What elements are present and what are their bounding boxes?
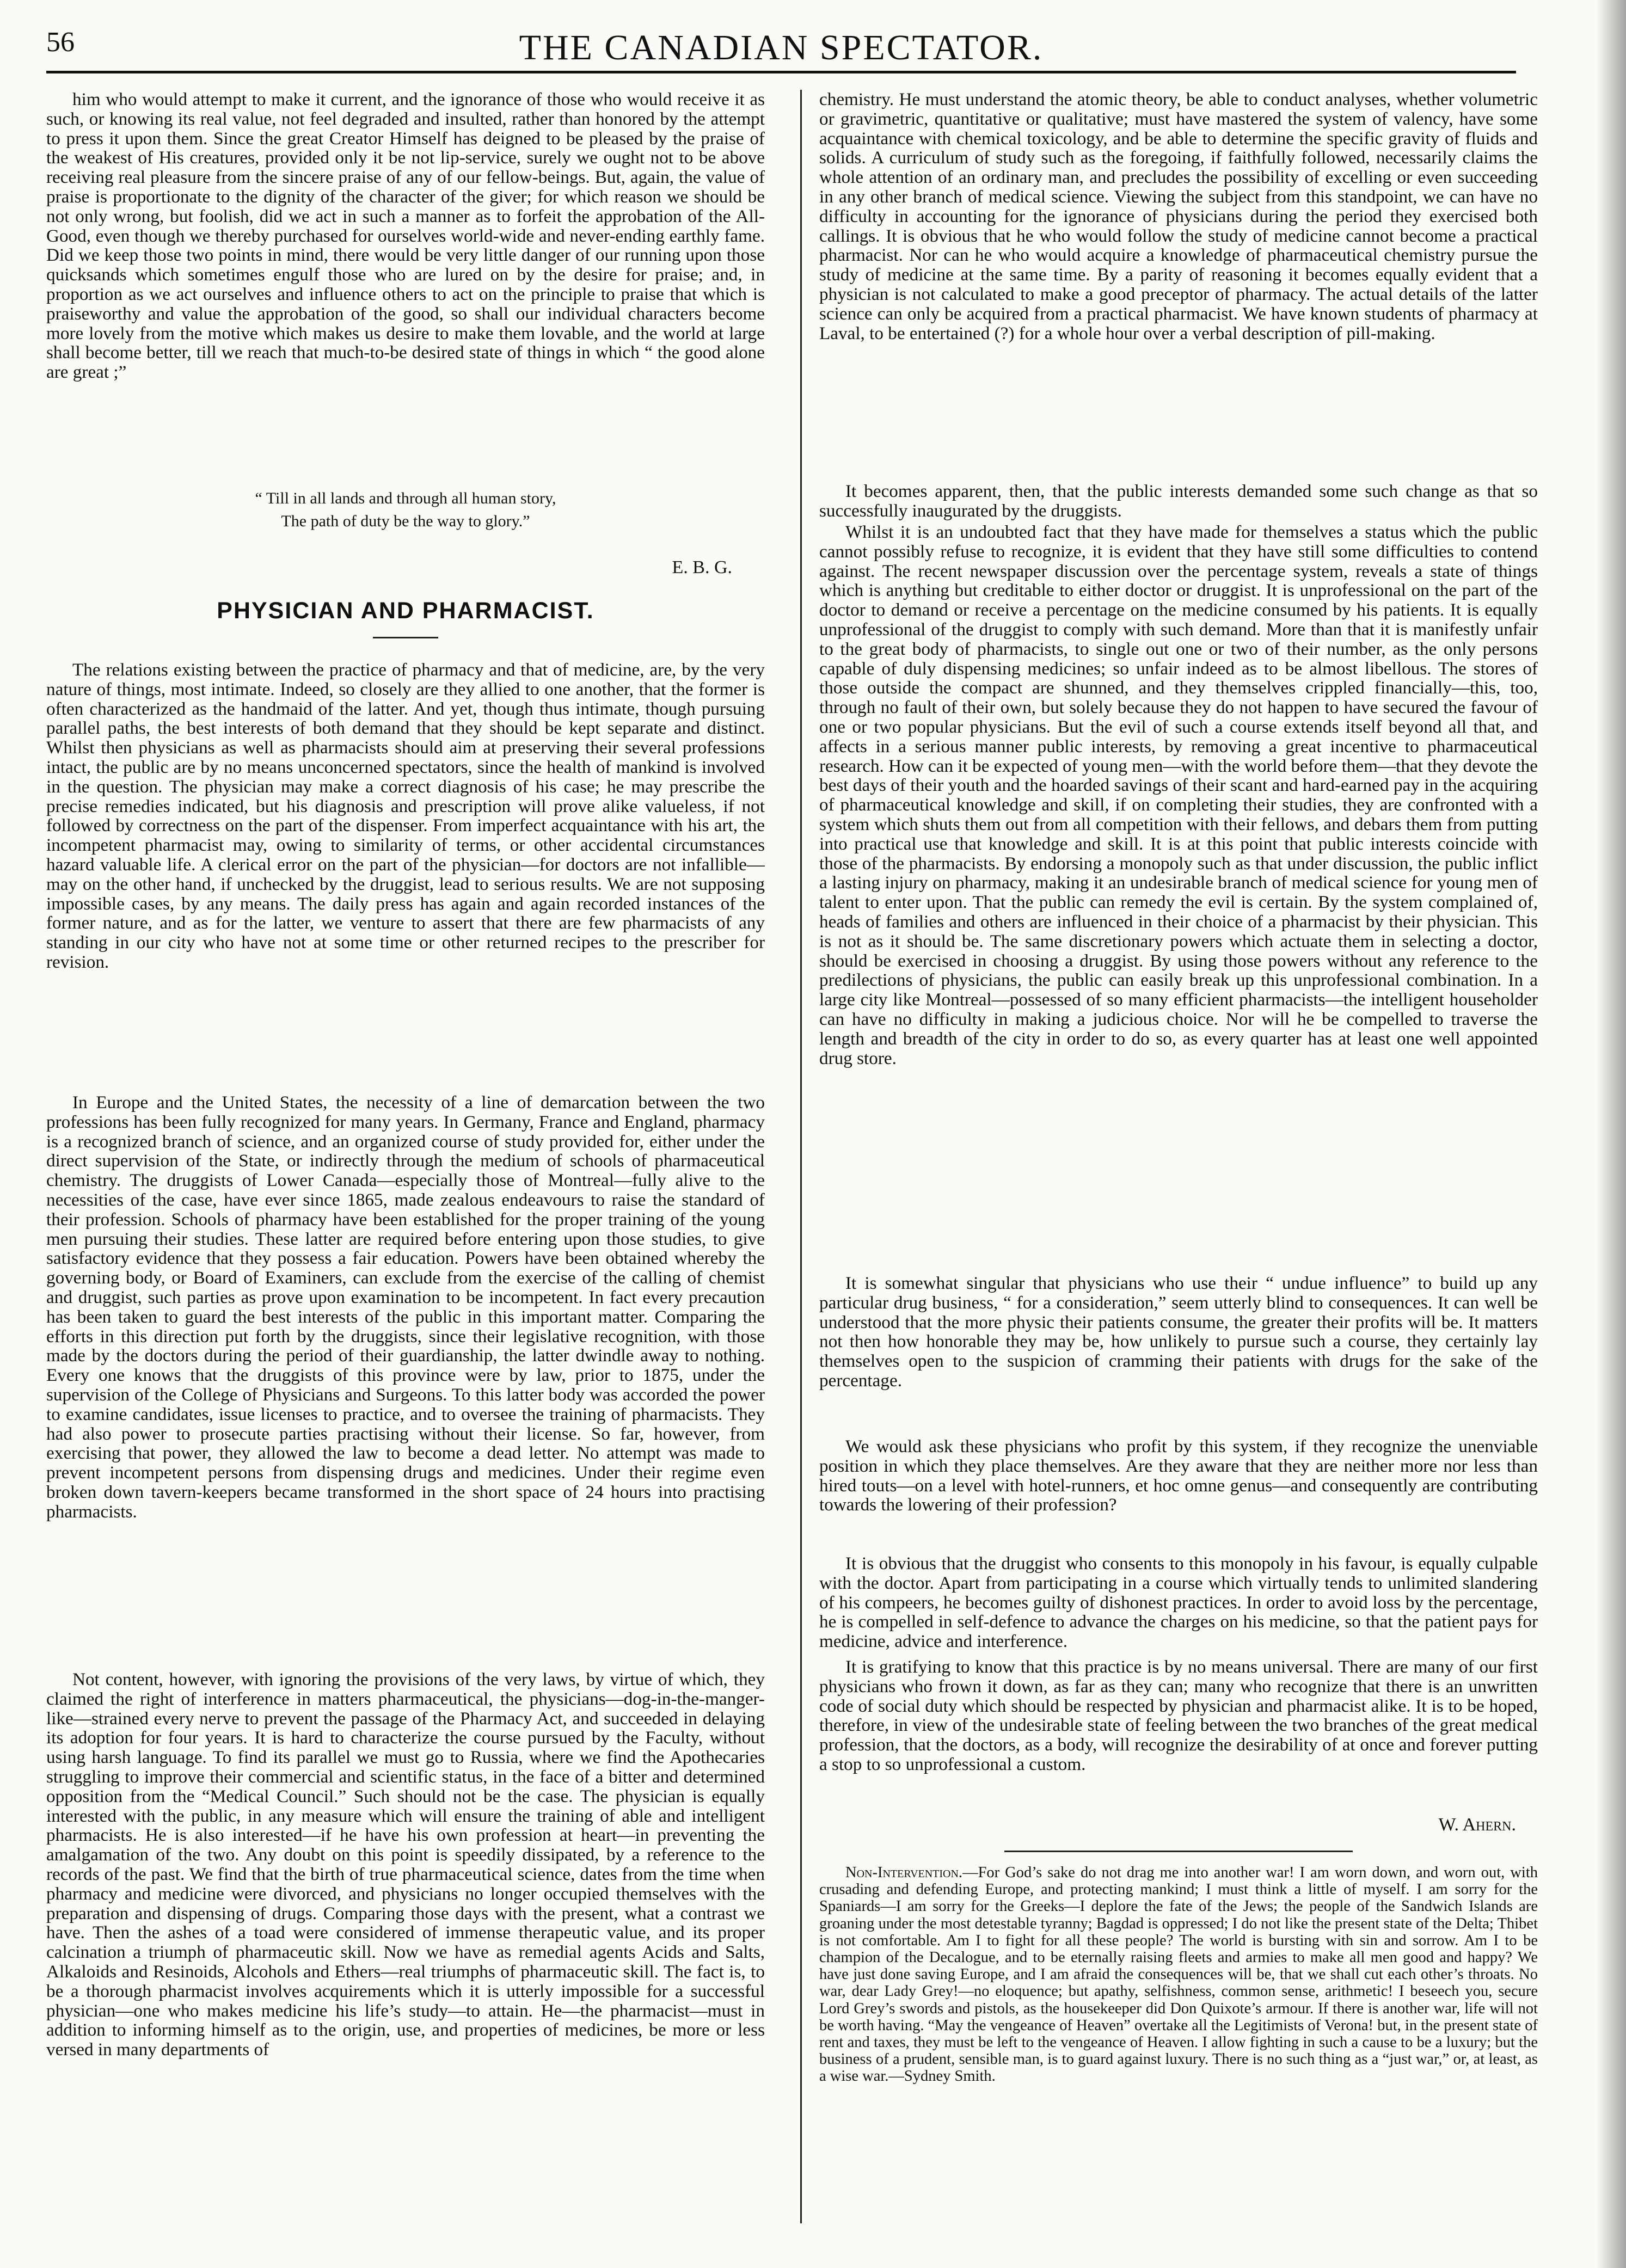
article-paragraph-7	[819, 1274, 1538, 1437]
article-paragraph-5	[819, 482, 1538, 523]
article-title: PHYSICIAN AND PHARMACIST.	[217, 598, 594, 624]
paragraph-text: In Europe and the United States, the necessity of a line of demarcation between the two professions has been fully recognized for many years. In Germany, France and England, pharmacy is a recognized branch of science, and an organized course of study provided for, either under the direct supervision of the State, or indirectly through the medium of schools of pharmaceutical chemistry. The druggists of Lower Canada—especially those of Montreal—fully alive to the necessities of the case, have ever since 1865, made zealous endeavours to raise the standard of their profession. Schools of pharmacy have been established for the proper training of the young men pursuing their studies. These latter are required before entering upon those studies, to give satisfactory evidence that they possess a fair education. Powers have been obtained whereby the governing body, or Board of Examiners, can exclude from the exercise of the calling of chemist and druggist, such parties as prove upon examination to be incompetent. In fact every precaution has been taken to guard the best interests of the public in this important matter. Comparing the efforts in this direction put forth by the druggists, since their legislative recognition, with those made by the doctors during the period of their guardianship, the latter dwindle away to nothing. Every one knows that the druggists of this province were by law, prior to 1875, under the supervision of the College of Physicians and Surgeons. To this latter body was accorded the power to examine candidates, issue licenses to practice, and to oversee the training of pharmacists. They had also power to prosecute parties practising without their license. So far, however, from exercising that power, they allowed the law to become a dead letter. No attempt was made to prevent incompetent persons from dispensing drugs and medicines. Under their regime even broken down tavern-keepers became transformed in the short space of 24 hours into practising pharmacists.	[46, 1093, 765, 1522]
article-paragraph-2	[46, 1093, 765, 1670]
page-number: 56	[46, 27, 75, 58]
essay-signature: E. B. G.	[672, 557, 732, 577]
section-rule	[1004, 1851, 1353, 1852]
paragraph-text: It is somewhat singular that physicians who use their “ undue influence” to build up any particular drug business, “ for a consideration,” seem utterly blind to consequences. It can well be understood that the more physic their patients consume, the greater their profits will be. It matters not then how honorable they may be, how unlikely to pursue such a course, they certainly lay themselves open to the suspicion of cramming their patients with drugs for the sake of the percentage.	[819, 1274, 1538, 1391]
article-paragraph-4	[819, 90, 1538, 482]
article-paragraph-6	[819, 523, 1538, 1274]
article-paragraph-8	[819, 1437, 1538, 1554]
article-signature: W. Ahern.	[1438, 1815, 1516, 1835]
paragraph-text: Whilst it is an undoubted fact that they have made for themselves a status which the public cannot possibly refuse to recognize, it is evident that they have still some difficulties to contend against. The recent newspaper discussion over the percentage system, reveals a state of things which is anything but creditable to either doctor or druggist. It is unprofessional on the part of the doctor to demand or receive a percentage on the medicine consumed by his patients. It is equally unprofessional of the druggist to comply with such demand. More than that it is manifestly unfair to the great body of pharmacists, to single out one or two of their number, as the only persons capable of duly dispensing medicines; so unfair indeed as to be almost libellous. The stores of those outside the compact are shunned, and they themselves crippled financially—this, too, through no fault of their own, but solely because they do not happen to have secured the favour of one or two popular physicians. But the evil of such a course extends itself beyond all that, and affects in a serious manner public interests, by removing a great incentive to pharmaceutical research. How can it be expected of young men—with the world before them—that they devote the best days of their youth and the hoarded savings of their scant and hard-earned pay in the acquiring of pharmaceutical knowledge and skill, if on completing their studies, they are confronted with a system which shuts them out from all competition with their fellows, and debars them from putting into practical use that knowledge and skill. It is at this point that public interests coincide with those of the pharmacists. By endorsing a monopoly such as that under discussion, the public inflict a lasting injury on pharmacy, making it an undesirable branch of medical science for young men of talent to enter upon. That the public can remedy the evil is certain. By the system complained of, heads of families and others are influenced in their choice of a pharmacist by their physician. This is not as it should be. The same discretionary powers which actuate them in selecting a doctor, should be exercised in choosing a druggist. By using those powers without any reference to the predilections of physicians, the public can easily break up this unprofessional combination. In a large city like Montreal—possessed of so many efficient pharmacists—the intelligent householder can have no difficulty in making a judicious choice. Nor will he be compelled to traverse the length and breadth of the city in order to do so, as every quarter has at least one well appointed drug store.	[819, 523, 1538, 1068]
column-divider	[800, 90, 802, 2223]
news-text: —For God’s sake do not drag me into another war! I am worn down, and worn out, with crusading and defending Europe, and protecting mankind; I must think a little of myself. I am sorry for the Spaniards—I am sorry for the Greeks—I deplore the fate of the Jews; the people of the Sandwich Islands are groaning under the most detestable tyranny; Bagdad is oppressed; I do not like the present state of the Delta; Thibet is not comfortable. Am I to fight for all these people? The world is bursting with sin and sorrow. Am I to be champion of the Decalogue, and to be eternally raising fleets and armies to make all men good and happy? We have just done saving Europe, and I am afraid the consequences will be, that we shall cut each other’s throats. No war, dear Lady Grey!—no eloquence; but apathy, selfishness, common sense, arithmetic! I beseech you, secure Lord Grey’s swords and pistols, as the housekeeper did Don Quixote’s armour. If there is another war, life will not be worth having. “May the vengeance of Heaven” overtake all the Legitimists of Verona! but, in the present state of rent and taxes, they must be left to the vengeance of Heaven. I allow fighting in such a cause to be a luxury; but the business of a prudent, sensible man, is to guard against luxury. There is no such thing as a “just war,” or, at least, as a wise war.—Sydney Smith.	[819, 1864, 1538, 2085]
news-heading: Non-Intervention.	[845, 1864, 963, 1881]
title-rule	[373, 637, 438, 638]
article-paragraph-10	[819, 1657, 1538, 1815]
paragraph-text: Not content, however, with ignoring the provisions of the very laws, by virtue of which, they claimed the right of interference in matters pharmaceutical, the physicians—dog-in-the-manger-like—strained every nerve to prevent the passage of the Pharmacy Act, and succeeded in delaying its adoption for four years. It is hard to characterize the course pursued by the Faculty, without using harsh language. To find its parallel we must go to Russia, where we find the Apothecaries struggling to improve their commercial and scientific status, in the face of a bitter and determined opposition from the “Medical Council.” Such should not be the case. The physician is equally interested with the public, in any measure which will ensure the training of able and intelligent pharmacists. He is also interested—if he have his own profession at heart—in preventing the amalgamation of the two. Any doubt on this point is speedily dissipated, by a reference to the records of the past. We find that the birth of true pharmaceutical science, dates from the time when pharmacy and medicine were divorced, and physicians no longer occupied themselves with the preparation and dispensing of drugs. Comparing those days with the present, what a contrast we have. Then the ashes of a toad were considered of immense therapeutic value, and its proper calcination a triumph of pharmaceutic skill. Now we have as remedial agents Acids and Salts, Alkaloids and Resinoids, Alcohols and Ethers—real triumphs of pharmaceutic skill. The fact is, to be a thorough pharmacist involves acquirements which it is utterly impossible for a successful physician—one who makes medicine his life’s study—to attain. He—the pharmacist—must in addition to informing himself as to the origin, use, and properties of medicines, be more or less versed in many departments of	[46, 1670, 765, 2060]
paragraph-text: It is gratifying to know that this practice is by no means universal. There are many of our first physicians who frown it down, as far as they can; many who recognize that there is an unwritten code of social duty which should be respected by physician and pharmacist alike. It is to be hoped, therefore, in view of the undesirable state of feeling between the two branches of the great medical profession, that the doctors, as a body, will recognize the desirability of at once and forever putting a stop to so unprofessional a custom.	[819, 1657, 1538, 1774]
essay-text: him who would attempt to make it current, and the ignorance of those who would receive it as such, or knowing its real value, not feel degraded and insulted, rather than honored by the attempt to press it upon them. Since the great Creator Himself has deigned to be pleased by the praise of the weakest of His creatures, provided only it be not lip-service, surely we ought not to be above receiving real pleasure from the sincere praise of any of our fellow-beings. But, again, the value of praise is proportionate to the dignity of the character of the giver; for which reason we should be not only wrong, but foolish, did we act in such a manner as to forfeit the approbation of the All-Good, even though we thereby purchased for ourselves world-wide and never-ending earthly fame. Did we keep those two points in mind, there would be very little danger of our running upon those quicksands which sometimes engulf those who are lured on by the desire for praise; and, in proportion as we act ourselves and influence others to act on the principle to praise that which is praiseworthy and value the approbation of the good, so shall our individual characters become more lovely from the motive which makes us desire to make them lovable, and the world at large shall become better, till we reach that much-to-be desired state of things in which “ the good alone are great ;”	[46, 90, 765, 383]
news-paragraph	[819, 1864, 1538, 2085]
poem-line-1: “ Till in all lands and through all human story,	[255, 489, 556, 507]
journal-title: THE CANADIAN SPECTATOR.	[519, 28, 1044, 67]
essay-conclusion	[46, 90, 765, 487]
left-column	[46, 90, 765, 2138]
paragraph-text: We would ask these physicians who profit by this system, if they recognize the unenviable position in which they place themselves. Are they aware that they are neither more nor less than hired touts—on a level with hotel-runners, et hoc omne genus—and consequently are contributing towards the lowering of their profession?	[819, 1437, 1538, 1515]
paragraph-text: The relations existing between the practice of pharmacy and that of medicine, are, by the very nature of things, most intimate. Indeed, so closely are they allied to one another, that the former is often characterized as the handmaid of the latter. And yet, though thus intimate, though pursuing parallel paths, the best interests of both demand that they should be kept separate and distinct. Whilst then physicians as well as pharmacists should aim at preserving their several professions intact, the public are by no means unconcerned spectators, since the health of mankind is involved in the question. The physician may make a correct diagnosis of his case; he may prescribe the precise remedies indicated, but his diagnosis and prescription will prove alike valueless, if not followed by correctness on the part of the dispenser. From imperfect acquaintance with his art, the incompetent pharmacist may, owing to similarity of terms, or other accidental circumstances hazard valuable life. A clerical error on the part of the physician—for doctors are not infallible—may on the other hand, if unchecked by the druggist, lead to serious results. We are not supposing impossible cases, by any means. The daily press has again and again recorded instances of the former nature, and as for the latter, we venture to assert that there are few pharmacists of any standing in our city who have not at some time or other returned recipes to the prescriber for revision.	[46, 660, 765, 972]
right-column	[819, 90, 1538, 2185]
paragraph-text: chemistry. He must understand the atomic theory, be able to conduct analyses, whether volumetric or gravimetric, quantitative or qualitative; must have mastered the system of valency, have some acquaintance with chemical toxicology, and be able to determine the specific gravity of fluids and solids. A curriculum of study such as the foregoing, if faithfully followed, necessarily claims the whole attention of an ordinary man, and precludes the possibility of excelling or even succeeding in any other branch of medical science. Viewing the subject from this standpoint, we can have no difficulty in accounting for the ignorance of physicians during the period they exercised both callings. It is obvious that he who would follow the study of medicine cannot become a practical pharmacist. Nor can he who would acquire a knowledge of pharmaceutical chemistry pursue the study of medicine at the same time. By a parity of reasoning it becomes equally evident that a physician is not calculated to make a good preceptor of pharmacy. The actual details of the latter science can only be acquired from a practical pharmacist. We have known students of pharmacy at Laval, to be entertained (?) for a whole hour over a verbal description of pill-making.	[819, 90, 1538, 343]
article-paragraph-3	[46, 1670, 765, 2138]
binding-edge	[1596, 0, 1626, 2268]
paragraph-text: It becomes apparent, then, that the public interests demanded some such change as that so successfully inaugurated by the druggists.	[819, 482, 1538, 521]
poem-line-2: The path of duty be the way to glory.”	[281, 512, 530, 530]
article-paragraph-9	[819, 1554, 1538, 1657]
poem-quote	[46, 487, 765, 558]
running-head	[46, 22, 1516, 73]
paragraph-text: It is obvious that the druggist who consents to this monopoly in his favour, is equally culpable with the doctor. Apart from participating in a course which virtually tends to unlimited slandering of his compeers, he becomes guilty of dishonest practices. In order to avoid loss by the percentage, he is compelled in self-defence to advance the charges on his medicine, so that the patient pays for medicine, advice and interference.	[819, 1554, 1538, 1652]
article-paragraph-1	[46, 660, 765, 1093]
news-item	[819, 1864, 1538, 2185]
